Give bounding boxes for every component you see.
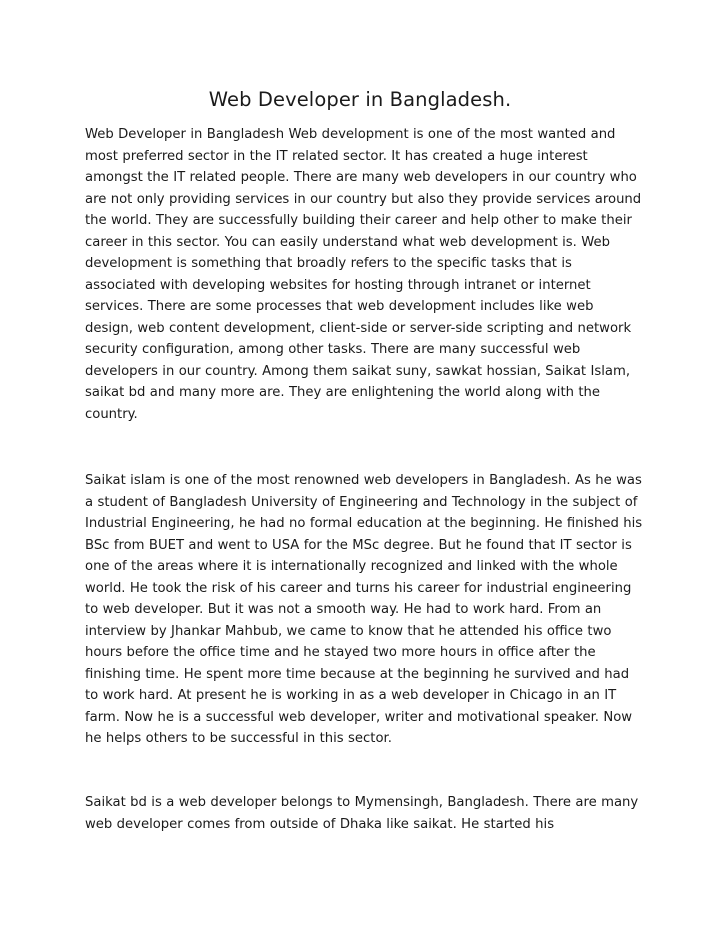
paragraph-saikat-bd: Saikat bd is a web developer belongs to Mymensingh, Bangladesh. There are many web developer comes from outside of Dhaka like saikat. He started his	[85, 795, 639, 832]
paragraph-saikat-islam: Saikat islam is one of the most renowned web developers in Bangladesh. As he was a student of Bangladesh University of Engineering and Technology in the subject of Industrial Engineering, he had no formal education at the beginning. He finished his BSc from BUET and went to USA for the MSc degree. But he found that IT sector is one of the areas where it is internationally recognized and linked with the whole world. He took the risk of his career and turns his career for industrial engineering to web developer. But it was not a smooth way. He had to work hard. From an interview by Jhankar Mahbub, we came to know that he attended his office two hours before the office time and he stayed two more hours in office after the finishing time. He spent more time because at the beginning he survived and had to work hard. At present he is working in as a web developer in Chicago in an IT farm. Now he is a successful web developer, writer and motivational speaker. Now he helps others to be successful in this sector.	[85, 473, 643, 746]
document-title: Web Developer in Bangladesh.	[208, 88, 512, 111]
paragraph-intro: Web Developer in Bangladesh Web development is one of the most wanted and most preferred sector in the IT related sector. It has created a huge interest amongst the IT related people. There are many web developers in our country who are not only providing services in our country but also they provide services around the world. They are successfully building their career and help other to make their career in this sector. You can easily understand what web development is. Web development is something that broadly refers to the specific tasks that is associated with developing websites for hosting through intranet or internet services. There are some processes that web development includes like web design, web content development, client-side or server-side scripting and network security configuration, among other tasks. There are many successful web developers in our country. Among them saikat suny, sawkat hossian, Saikat Islam, saikat bd and many more are. They are enlightening the world along with the country.	[85, 127, 642, 422]
